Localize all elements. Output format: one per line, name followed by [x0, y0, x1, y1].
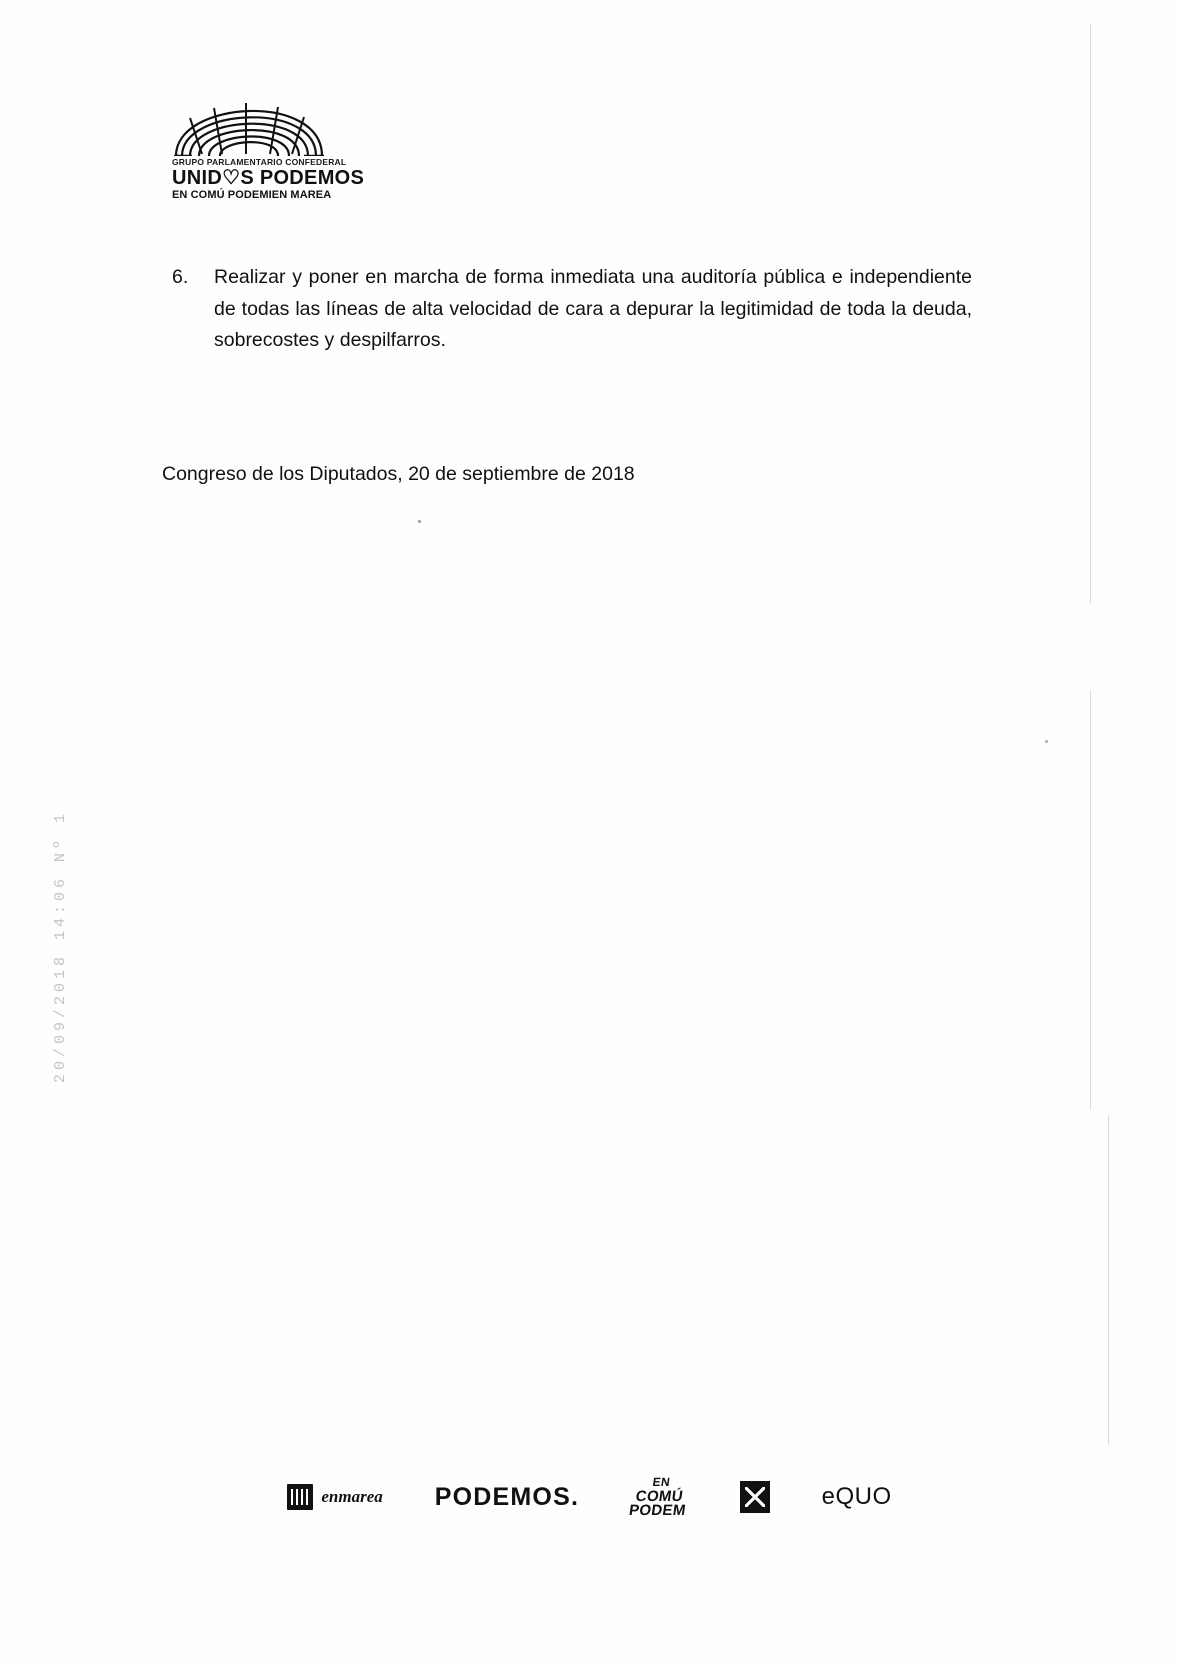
- scan-speck-secondary: [1045, 740, 1048, 743]
- encomupodem-line-2: COMÚ: [634, 1487, 685, 1505]
- footer-logo-row: [0, 1462, 1179, 1532]
- enmarea-mark-icon: [287, 1484, 313, 1510]
- encomupodem-wordmark: [628, 1475, 691, 1519]
- clause-number: 6.: [172, 266, 189, 288]
- podemos-label: PODEMOS.: [434, 1482, 580, 1511]
- logo-line-1: GRUPO PARLAMENTARIO CONFEDERAL: [172, 157, 347, 167]
- encomupodem-line-3: PODEM: [627, 1502, 687, 1520]
- equo-label: eQUO: [821, 1483, 892, 1510]
- scan-speck: [418, 520, 421, 523]
- congress-arc-icon: [172, 78, 330, 156]
- footer-logo-encomupodem: [627, 1474, 688, 1520]
- clause-item: [172, 262, 972, 357]
- encomupodem-line-1: EN: [651, 1474, 672, 1489]
- clause-text: Realizar y poner en marcha de forma inmediata una auditoría pública e independiente de todas las líneas de alta velocidad de cara a depurar la legitimidad de toda la deuda, sobrecostes y despilfarros.: [214, 266, 972, 352]
- scan-edge-line: [1108, 1115, 1109, 1445]
- footer-logo-enmarea: [287, 1484, 382, 1510]
- iu-mark-icon: [740, 1481, 770, 1513]
- logo-line-3: EN COMÚ PODEMIEN MAREA: [172, 188, 332, 201]
- footer-logo-equo: [822, 1483, 892, 1511]
- scan-edge-line: [1090, 690, 1091, 1110]
- margin-registry-stamp: [36, 595, 76, 1095]
- margin-registry-stamp-text: 20/09/2018 14:06 Nº 1: [52, 809, 69, 1083]
- enmarea-label: enmarea: [321, 1487, 383, 1506]
- dateline: Congreso de los Diputados, 20 de septiembre de 2018: [162, 463, 635, 485]
- footer-logo-izquierda-unida: [740, 1481, 770, 1513]
- logo-line-2: UNID♡S PODEMOS: [172, 166, 365, 189]
- parliamentary-group-logo: [172, 78, 372, 201]
- scan-edge-line: [1090, 24, 1091, 604]
- footer-logo-podemos: [435, 1483, 579, 1512]
